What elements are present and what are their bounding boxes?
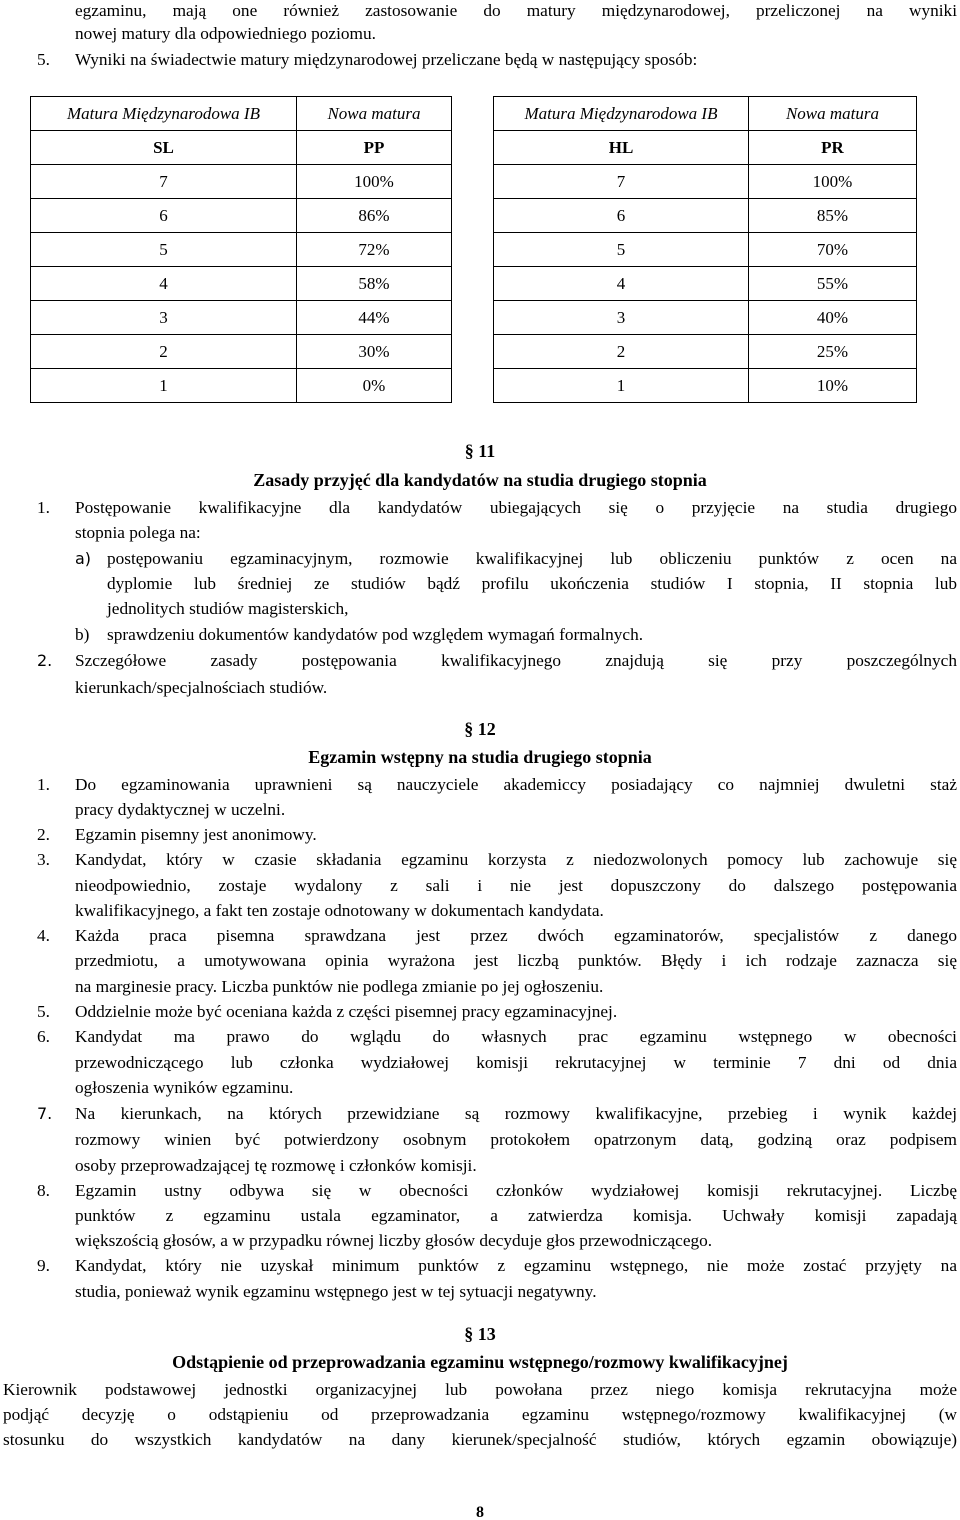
s12-item-number: 5.	[37, 1002, 50, 1021]
s12-item-line: Oddzielnie może być oceniana każda z części pisemnej pracy egzaminacyjnej.	[75, 1002, 618, 1021]
s12-item-number: 9.	[37, 1256, 50, 1275]
table-subheader: PP	[297, 131, 452, 165]
table-cell: 40%	[749, 301, 917, 335]
s12-item-line: na marginesie pracy. Liczba punktów nie podlega zmianie po jej ogłoszeniu.	[75, 977, 604, 996]
s12-item-number: 4.	[37, 926, 50, 945]
table-cell: 58%	[297, 267, 452, 301]
table-row	[494, 335, 917, 369]
item-5-number: 5.	[37, 50, 50, 69]
s12-item-line: nieodpowiednio, zostaje wydalony z sali i nie jest dopuszczony do dalszego postępowania	[75, 876, 957, 895]
s11-item-1-line: stopnia polega na:	[75, 523, 201, 542]
s11-item-a-marker: a)	[75, 549, 92, 568]
section-13-number: § 13	[464, 1324, 496, 1344]
s12-item-line: rozmowy winien być potwierdzony osobnym protokołem opatrzonym datą, godziną oraz podpisem	[75, 1130, 957, 1149]
s11-item-2-number: 2.	[37, 651, 53, 670]
table-cell: 2	[31, 335, 297, 369]
table-cell: 0%	[297, 369, 452, 403]
table-cell: 1	[494, 369, 749, 403]
s12-item-line: Kandydat, który w czasie składania egzaminu korzysta z niedozwolonych pomocy lub zachowuje się	[75, 850, 957, 869]
section-12-number: § 12	[464, 719, 496, 739]
s12-item-number: 1.	[37, 775, 50, 794]
table-cell: 100%	[297, 165, 452, 199]
intro-line-1: egzaminu, mają one również zastosowanie do matury międzynarodowej, przeliczonej na wyniki	[75, 1, 957, 20]
table-header: Nowa matura	[297, 97, 452, 131]
s12-item-number: 6.	[37, 1027, 50, 1046]
table-header: Matura Międzynarodowa IB	[31, 97, 297, 131]
table-cell: 5	[494, 233, 749, 267]
s12-item-line: przewodniczącego lub członka wydziałowej komisji rekrutacyjnej w terminie 7 dni od dnia	[75, 1053, 957, 1072]
table-cell: 44%	[297, 301, 452, 335]
s12-item-line: Na kierunkach, na których przewidziane są rozmowy kwalifikacyjne, przebieg i wynik każdej	[75, 1104, 957, 1123]
table-row	[31, 165, 452, 199]
table-cell: 86%	[297, 199, 452, 233]
table-row	[494, 165, 917, 199]
s11-item-a-line: dyplomie lub średniej ze studiów bądź profilu ukończenia studiów I stopnia, II stopnia lub	[107, 574, 957, 593]
s12-item-number: 7.	[37, 1104, 53, 1123]
table-cell: 4	[494, 267, 749, 301]
table-row	[494, 369, 917, 403]
table-cell: 85%	[749, 199, 917, 233]
table-cell: 5	[31, 233, 297, 267]
s12-item-line: Do egzaminowania uprawnieni są nauczyciele akademiccy posiadający co najmniej dwuletni staż	[75, 775, 957, 794]
intro-line-2: nowej matury dla odpowiedniego poziomu.	[75, 24, 376, 43]
s12-item-line: Egzamin pisemny jest anonimowy.	[75, 825, 317, 844]
page-number: 8	[476, 1504, 484, 1520]
s11-item-b-line: sprawdzeniu dokumentów kandydatów pod względem wymagań formalnych.	[107, 625, 644, 644]
table-cell: 4	[31, 267, 297, 301]
ib-sl-conversion-table	[30, 96, 452, 403]
table-row	[31, 233, 452, 267]
ib-hl-conversion-table	[493, 96, 917, 403]
section-12-title: Egzamin wstępny na studia drugiego stopnia	[308, 747, 652, 767]
table-cell: 55%	[749, 267, 917, 301]
table-row	[31, 199, 452, 233]
s12-item-line: studia, ponieważ wynik egzaminu wstępnego jest w tej sytuacji negatywny.	[75, 1282, 597, 1301]
table-cell: 1	[31, 369, 297, 403]
table-cell: 7	[31, 165, 297, 199]
table-subheader: PR	[749, 131, 917, 165]
table-row	[31, 267, 452, 301]
table-cell: 3	[31, 301, 297, 335]
table-cell: 6	[31, 199, 297, 233]
table-row	[494, 199, 917, 233]
s12-item-line: Kandydat ma prawo do wglądu do własnych prac egzaminu wstępnego w obecności	[75, 1027, 957, 1046]
table-cell: 3	[494, 301, 749, 335]
s12-item-line: Egzamin ustny odbywa się w obecności członków wydziałowej komisji rekrutacyjnej. Liczbę	[75, 1181, 957, 1200]
table-cell: 72%	[297, 233, 452, 267]
s12-item-line: ogłoszenia wyników egzaminu.	[75, 1078, 294, 1097]
table-header: Nowa matura	[749, 97, 917, 131]
section-11-title: Zasady przyjęć dla kandydatów na studia drugiego stopnia	[253, 470, 707, 490]
table-cell: 70%	[749, 233, 917, 267]
table-row	[494, 301, 917, 335]
s11-item-a-line: postępowaniu egzaminacyjnym, rozmowie kwalifikacyjnej lub obliczeniu punktów z ocen na	[107, 549, 957, 568]
s11-item-b-marker: b)	[75, 625, 90, 644]
table-cell: 7	[494, 165, 749, 199]
table-row	[31, 301, 452, 335]
table-row	[31, 335, 452, 369]
table-row	[31, 369, 452, 403]
s12-item-line: Każda praca pisemna sprawdzana jest przez dwóch egzaminatorów, specjalistów z danego	[75, 926, 957, 945]
table-row	[494, 267, 917, 301]
table-header: Matura Międzynarodowa IB	[494, 97, 749, 131]
section-11-number: § 11	[464, 441, 496, 461]
s13-paragraph-line: stosunku do wszystkich kandydatów na dany kierunek/specjalność studiów, których egzamin obowiązuje)	[3, 1430, 957, 1449]
s12-item-number: 8.	[37, 1181, 50, 1200]
s12-item-line: kwalifikacyjnego, a fakt ten zostaje odnotowany w dokumentach kandydata.	[75, 901, 604, 920]
s12-item-line: Kandydat, który nie uzyskał minimum punktów z egzaminu wstępnego, nie może zostać przyjęty na	[75, 1256, 957, 1275]
table-cell: 100%	[749, 165, 917, 199]
s13-paragraph-line: podjąć decyzję o odstąpieniu od przeprowadzania egzaminu wstępnego/rozmowy kwalifikacyjnej (w	[3, 1405, 957, 1424]
table-row	[494, 233, 917, 267]
item-5-text: Wyniki na świadectwie matury międzynarodowej przeliczane będą w następujący sposób:	[75, 50, 698, 69]
s13-paragraph-line: Kierownik podstawowej jednostki organizacyjnej lub powołana przez niego komisja rekrutacyjna może	[3, 1380, 957, 1399]
s11-item-2-line: Szczegółowe zasady postępowania kwalifikacyjnego znajdują się przy poszczególnych	[75, 651, 957, 670]
s12-item-line: osoby przeprowadzającej tę rozmowę i członków komisji.	[75, 1156, 477, 1175]
s11-item-1-line: Postępowanie kwalifikacyjne dla kandydatów ubiegających się o przyjęcie na studia drugiego	[75, 498, 957, 517]
section-13-title: Odstąpienie od przeprowadzania egzaminu wstępnego/rozmowy kwalifikacyjnej	[172, 1352, 788, 1372]
s11-item-1-number: 1.	[37, 498, 50, 517]
table-cell: 25%	[749, 335, 917, 369]
s12-item-line: przedmiotu, a umotywowana opinia wyrażona jest liczbą punktów. Błędy i ich rodzaje zaznacza się	[75, 951, 957, 970]
table-subheader: HL	[494, 131, 749, 165]
table-cell: 2	[494, 335, 749, 369]
s12-item-number: 2.	[37, 825, 50, 844]
s12-item-line: większością głosów, a w przypadku równej liczby głosów decyduje głos przewodniczącego.	[75, 1231, 713, 1250]
s11-item-2-line: kierunkach/specjalnościach studiów.	[75, 678, 328, 697]
s11-item-a-line: jednolitych studiów magisterskich,	[107, 599, 349, 618]
s12-item-line: punktów z egzaminu ustala egzaminator, a zatwierdza komisja. Uchwały komisji zapadają	[75, 1206, 957, 1225]
table-cell: 10%	[749, 369, 917, 403]
s12-item-line: pracy dydaktycznej w uczelni.	[75, 800, 286, 819]
table-subheader: SL	[31, 131, 297, 165]
table-cell: 30%	[297, 335, 452, 369]
table-cell: 6	[494, 199, 749, 233]
s12-item-number: 3.	[37, 850, 50, 869]
